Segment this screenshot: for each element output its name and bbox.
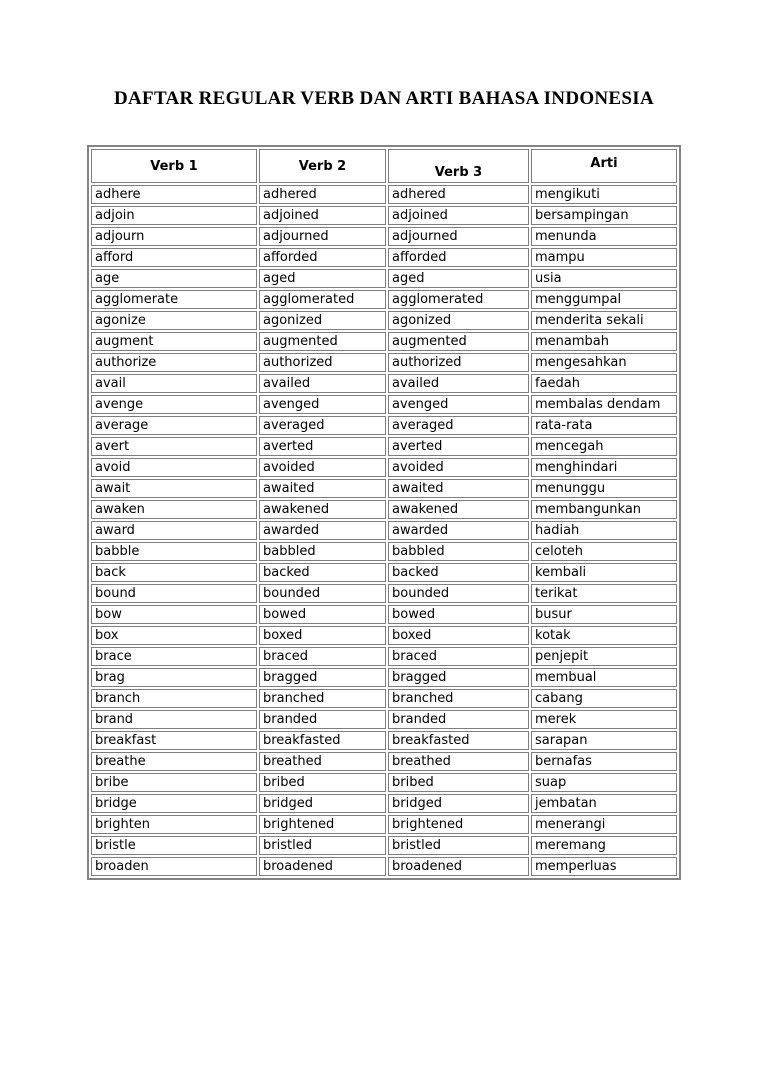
table-row xyxy=(91,668,677,687)
table-cell: awakened xyxy=(388,500,529,519)
table-cell: adjoined xyxy=(388,206,529,225)
table-cell: celoteh xyxy=(531,542,677,561)
table-cell: averaged xyxy=(259,416,386,435)
table-cell: afforded xyxy=(388,248,529,267)
table-cell: adjourn xyxy=(91,227,257,246)
table-cell: suap xyxy=(531,773,677,792)
table-cell: sarapan xyxy=(531,731,677,750)
table-cell: afford xyxy=(91,248,257,267)
table-row xyxy=(91,353,677,372)
table-cell: awarded xyxy=(388,521,529,540)
table-cell: babbled xyxy=(388,542,529,561)
table-row xyxy=(91,269,677,288)
table-cell: bridged xyxy=(259,794,386,813)
table-cell: mengikuti xyxy=(531,185,677,204)
table-cell: kotak xyxy=(531,626,677,645)
table-cell: mampu xyxy=(531,248,677,267)
table-row xyxy=(91,605,677,624)
table-cell: bribe xyxy=(91,773,257,792)
table-cell: boxed xyxy=(259,626,386,645)
table-cell: babble xyxy=(91,542,257,561)
table-cell: menerangi xyxy=(531,815,677,834)
table-row xyxy=(91,647,677,666)
table-row xyxy=(91,857,677,876)
table-cell: menunda xyxy=(531,227,677,246)
table-cell: age xyxy=(91,269,257,288)
table-cell: box xyxy=(91,626,257,645)
table-row xyxy=(91,416,677,435)
table-row xyxy=(91,521,677,540)
table-row xyxy=(91,437,677,456)
table-cell: menggumpal xyxy=(531,290,677,309)
table-row xyxy=(91,773,677,792)
table-cell: agonized xyxy=(388,311,529,330)
column-header-arti: Arti xyxy=(531,149,677,183)
table-cell: availed xyxy=(388,374,529,393)
table-cell: bribed xyxy=(259,773,386,792)
column-header-verb-2: Verb 2 xyxy=(259,149,386,183)
table-cell: adhered xyxy=(259,185,386,204)
table-cell: memperluas xyxy=(531,857,677,876)
table-cell: avert xyxy=(91,437,257,456)
table-cell: awaited xyxy=(388,479,529,498)
table-row xyxy=(91,500,677,519)
table-row xyxy=(91,731,677,750)
table-row xyxy=(91,815,677,834)
table-cell: authorized xyxy=(388,353,529,372)
table-cell: avail xyxy=(91,374,257,393)
table-cell: adjoin xyxy=(91,206,257,225)
table-cell: breakfast xyxy=(91,731,257,750)
table-cell: menunggu xyxy=(531,479,677,498)
table-cell: faedah xyxy=(531,374,677,393)
table-cell: rata-rata xyxy=(531,416,677,435)
table-cell: membalas dendam xyxy=(531,395,677,414)
table-row xyxy=(91,752,677,771)
table-cell: await xyxy=(91,479,257,498)
table-cell: averted xyxy=(259,437,386,456)
table-cell: merek xyxy=(531,710,677,729)
table-cell: adjourned xyxy=(259,227,386,246)
table-cell: brightened xyxy=(259,815,386,834)
table-row xyxy=(91,563,677,582)
table-cell: menderita sekali xyxy=(531,311,677,330)
table-row xyxy=(91,395,677,414)
table-cell: adhere xyxy=(91,185,257,204)
table-cell: agglomerate xyxy=(91,290,257,309)
table-cell: avenged xyxy=(259,395,386,414)
table-cell: hadiah xyxy=(531,521,677,540)
table-cell: backed xyxy=(388,563,529,582)
table-cell: authorized xyxy=(259,353,386,372)
table-cell: agonize xyxy=(91,311,257,330)
table-row xyxy=(91,626,677,645)
table-cell: boxed xyxy=(388,626,529,645)
table-row xyxy=(91,710,677,729)
table-cell: breathed xyxy=(388,752,529,771)
table-cell: adjourned xyxy=(388,227,529,246)
table-cell: awarded xyxy=(259,521,386,540)
table-cell: mengesahkan xyxy=(531,353,677,372)
table-cell: branded xyxy=(388,710,529,729)
table-cell: bridge xyxy=(91,794,257,813)
table-cell: braced xyxy=(388,647,529,666)
table-row xyxy=(91,458,677,477)
table-cell: branch xyxy=(91,689,257,708)
table-cell: brand xyxy=(91,710,257,729)
table-cell: awakened xyxy=(259,500,386,519)
table-cell: availed xyxy=(259,374,386,393)
table-cell: penjepit xyxy=(531,647,677,666)
table-cell: branched xyxy=(259,689,386,708)
table-cell: averted xyxy=(388,437,529,456)
table-cell: bowed xyxy=(259,605,386,624)
table-row xyxy=(91,374,677,393)
table-cell: brag xyxy=(91,668,257,687)
table-cell: authorize xyxy=(91,353,257,372)
verb-table-header-row xyxy=(91,149,677,183)
table-row xyxy=(91,584,677,603)
table-cell: backed xyxy=(259,563,386,582)
table-row xyxy=(91,542,677,561)
table-cell: bowed xyxy=(388,605,529,624)
table-cell: bristled xyxy=(388,836,529,855)
table-cell: aged xyxy=(259,269,386,288)
table-cell: awaited xyxy=(259,479,386,498)
table-cell: back xyxy=(91,563,257,582)
table-row xyxy=(91,479,677,498)
table-cell: augmented xyxy=(388,332,529,351)
table-cell: bragged xyxy=(259,668,386,687)
table-cell: broaden xyxy=(91,857,257,876)
table-row xyxy=(91,248,677,267)
table-cell: branded xyxy=(259,710,386,729)
table-cell: bribed xyxy=(388,773,529,792)
page-title: DAFTAR REGULAR VERB DAN ARTI BAHASA INDONESIA xyxy=(114,88,654,109)
table-cell: kembali xyxy=(531,563,677,582)
table-row xyxy=(91,311,677,330)
table-row xyxy=(91,227,677,246)
verb-table-body xyxy=(91,185,677,876)
table-row xyxy=(91,206,677,225)
table-cell: bristled xyxy=(259,836,386,855)
table-cell: broadened xyxy=(388,857,529,876)
table-cell: broadened xyxy=(259,857,386,876)
table-cell: terikat xyxy=(531,584,677,603)
table-cell: average xyxy=(91,416,257,435)
table-cell: babbled xyxy=(259,542,386,561)
table-cell: busur xyxy=(531,605,677,624)
table-cell: breathed xyxy=(259,752,386,771)
table-cell: mencegah xyxy=(531,437,677,456)
table-cell: breakfasted xyxy=(388,731,529,750)
table-cell: bridged xyxy=(388,794,529,813)
table-cell: award xyxy=(91,521,257,540)
table-cell: agglomerated xyxy=(388,290,529,309)
table-cell: agonized xyxy=(259,311,386,330)
table-cell: bow xyxy=(91,605,257,624)
table-cell: brightened xyxy=(388,815,529,834)
table-cell: bounded xyxy=(388,584,529,603)
table-cell: augment xyxy=(91,332,257,351)
table-cell: avoid xyxy=(91,458,257,477)
table-cell: averaged xyxy=(388,416,529,435)
table-cell: branched xyxy=(388,689,529,708)
table-cell: avoided xyxy=(388,458,529,477)
table-row xyxy=(91,689,677,708)
table-cell: agglomerated xyxy=(259,290,386,309)
table-cell: bounded xyxy=(259,584,386,603)
table-cell: jembatan xyxy=(531,794,677,813)
table-cell: membual xyxy=(531,668,677,687)
table-cell: bersampingan xyxy=(531,206,677,225)
table-cell: meremang xyxy=(531,836,677,855)
column-header-verb-1: Verb 1 xyxy=(91,149,257,183)
table-cell: adjoined xyxy=(259,206,386,225)
table-cell: augmented xyxy=(259,332,386,351)
table-cell: aged xyxy=(388,269,529,288)
table-cell: membangunkan xyxy=(531,500,677,519)
document-page xyxy=(0,88,768,1082)
table-cell: breathe xyxy=(91,752,257,771)
table-cell: avoided xyxy=(259,458,386,477)
table-cell: brighten xyxy=(91,815,257,834)
table-cell: bound xyxy=(91,584,257,603)
table-cell: awaken xyxy=(91,500,257,519)
table-cell: bernafas xyxy=(531,752,677,771)
table-cell: avenged xyxy=(388,395,529,414)
table-row xyxy=(91,332,677,351)
table-row xyxy=(91,794,677,813)
column-header-verb-3: Verb 3 xyxy=(388,149,529,183)
table-cell: bragged xyxy=(388,668,529,687)
table-cell: braced xyxy=(259,647,386,666)
table-row xyxy=(91,185,677,204)
table-cell: cabang xyxy=(531,689,677,708)
table-cell: menghindari xyxy=(531,458,677,477)
table-cell: bristle xyxy=(91,836,257,855)
table-row xyxy=(91,836,677,855)
table-cell: breakfasted xyxy=(259,731,386,750)
table-cell: avenge xyxy=(91,395,257,414)
regular-verb-table xyxy=(87,145,681,880)
table-cell: menambah xyxy=(531,332,677,351)
table-cell: usia xyxy=(531,269,677,288)
table-cell: afforded xyxy=(259,248,386,267)
table-cell: adhered xyxy=(388,185,529,204)
table-cell: brace xyxy=(91,647,257,666)
table-row xyxy=(91,290,677,309)
